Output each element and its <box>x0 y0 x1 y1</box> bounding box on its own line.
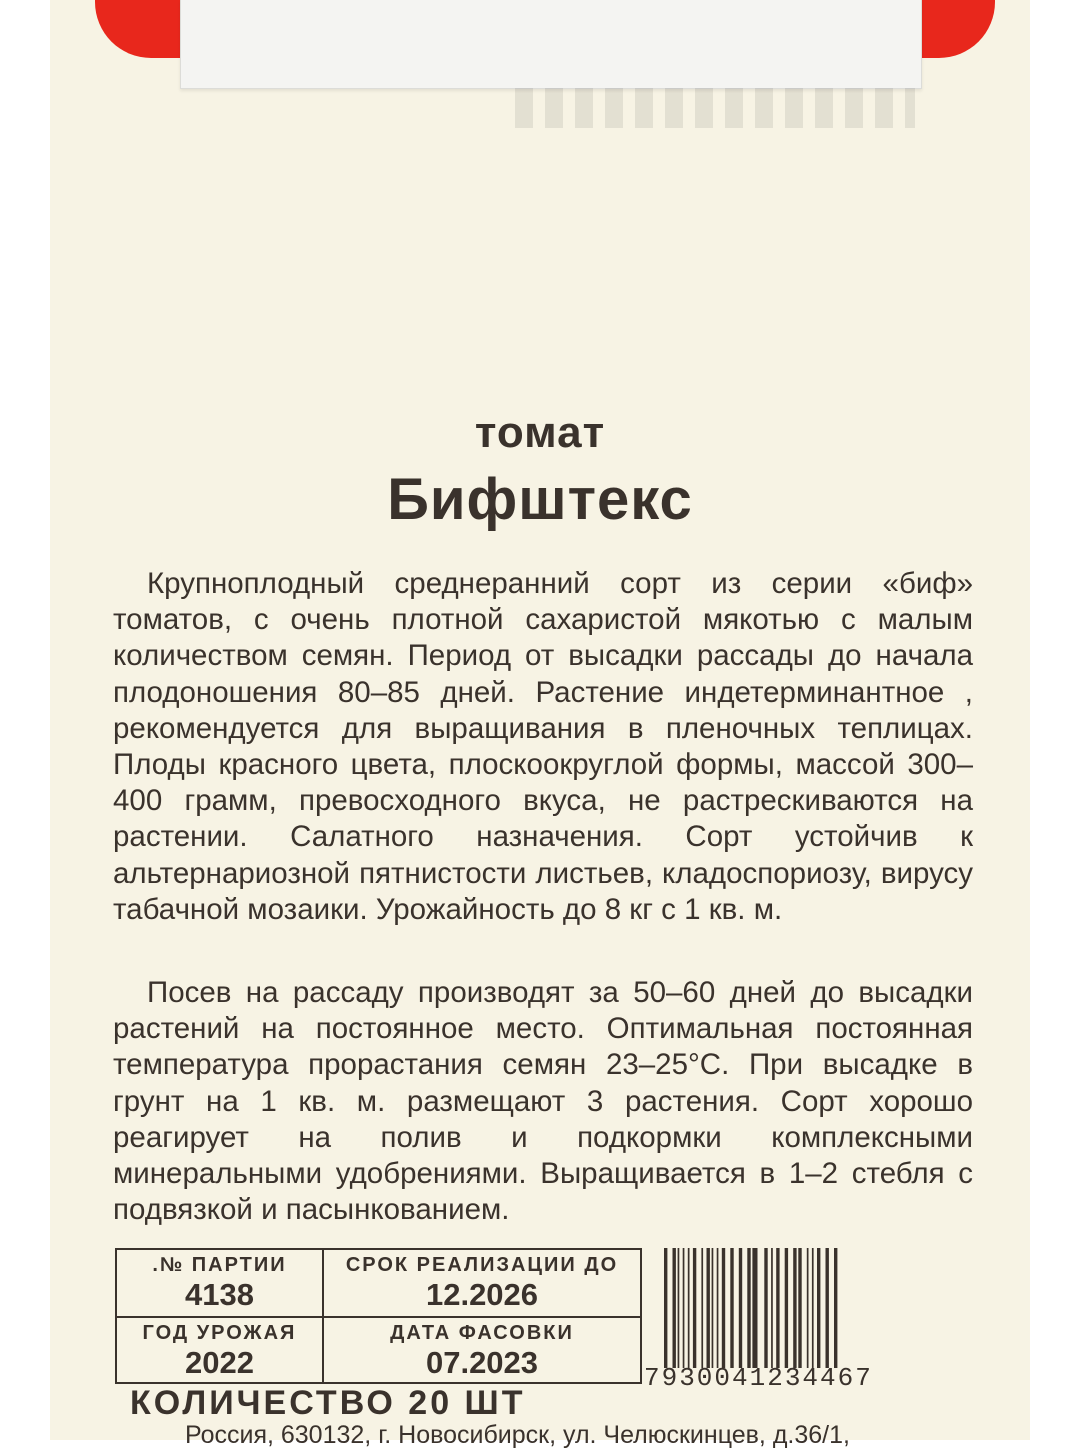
barcode-bar <box>798 1248 801 1368</box>
manufacturer-address: Россия, 630132, г. Новосибирск, ул. Челюскинцев, д.36/1, <box>185 1421 850 1449</box>
expiry-cell <box>323 1249 641 1317</box>
batch-cell <box>116 1249 323 1317</box>
barcode-bar <box>826 1248 829 1368</box>
batch-info-table <box>115 1248 642 1384</box>
barcode-bar <box>785 1248 788 1368</box>
barcode-bar <box>812 1248 814 1368</box>
batch-label: .№ ПАРТИИ <box>152 1254 287 1276</box>
show-through-print <box>515 88 915 128</box>
harvest-cell <box>116 1317 323 1383</box>
barcode-bar <box>730 1248 733 1368</box>
quantity-label: КОЛИЧЕСТВО 20 ШТ <box>130 1384 526 1422</box>
barcode-bar <box>834 1248 837 1368</box>
barcode-bar <box>752 1248 757 1368</box>
expiry-value: 12.2026 <box>425 1277 539 1312</box>
barcode-bar <box>793 1248 796 1368</box>
barcode-bar <box>776 1248 779 1368</box>
barcode-bar <box>707 1248 710 1368</box>
barcode-bar <box>747 1248 750 1368</box>
batch-value: 4138 <box>185 1277 254 1312</box>
barcode-bar <box>664 1248 667 1368</box>
barcode-bar <box>717 1248 719 1368</box>
barcode-bar <box>739 1248 742 1368</box>
barcode-digits: 7930041234467 <box>644 1363 873 1393</box>
variety-name-title: Бифштекс <box>387 467 693 532</box>
harvest-label: ГОД УРОЖАЯ <box>142 1322 297 1344</box>
barcode-bar <box>678 1248 680 1368</box>
barcode-bar <box>701 1248 703 1368</box>
barcode-bar <box>673 1248 676 1368</box>
barcode-bar <box>712 1248 714 1368</box>
expiry-label: СРОК РЕАЛИЗАЦИИ ДО <box>345 1254 619 1276</box>
barcode-bar <box>693 1248 696 1368</box>
barcode-bar <box>683 1248 685 1368</box>
packing-label: ДАТА ФАСОВКИ <box>390 1322 574 1344</box>
barcode-bar <box>771 1248 773 1368</box>
barcode-bar <box>817 1248 820 1368</box>
harvest-value: 2022 <box>185 1345 254 1380</box>
barcode-bar <box>722 1248 725 1368</box>
barcode <box>662 1248 967 1368</box>
barcode-bar <box>807 1248 809 1368</box>
barcode-bar <box>688 1248 690 1368</box>
packing-value: 07.2023 <box>425 1345 539 1380</box>
description-paragraph-1: Крупноплодный среднеранний сорт из серии «биф» томатов, с очень плотной сахаристой мякотью с малым количеством семян. Период от высадки рассады до начала плодоношения 80–85 дней. Растение индетерминантное , рекомендуется для выращивания в пленочных теплицах. Плоды красного цвета, плоскоокруглой формы, массой 300–400 грамм, превосходного вкуса, не растрескиваются на растении. Салатного назначения. Сорт устойчив к альтернариозной пятнистости листьев, кладоспориозу, вирусу табачной мозаики. Урожайность до 8 кг с 1 кв. м. <box>113 567 973 926</box>
white-label-tab <box>180 0 922 89</box>
barcode-bar <box>764 1248 767 1368</box>
crop-type-title: томат <box>474 408 606 457</box>
packing-cell <box>323 1317 641 1383</box>
sowing-paragraph-2: Посев на рассаду производят за 50–60 дней до высадки растений на постоянное место. Оптимальная постоянная температура прорастания семян 23–25°С. При высадке в грунт на 1 кв. м. размещают 3 растения. Сорт хорошо реагирует на полив и подкормки комплексными минеральными удобрениями. Выращивается в 1–2 стебля с подвязкой и пасынкованием. <box>113 976 973 1227</box>
